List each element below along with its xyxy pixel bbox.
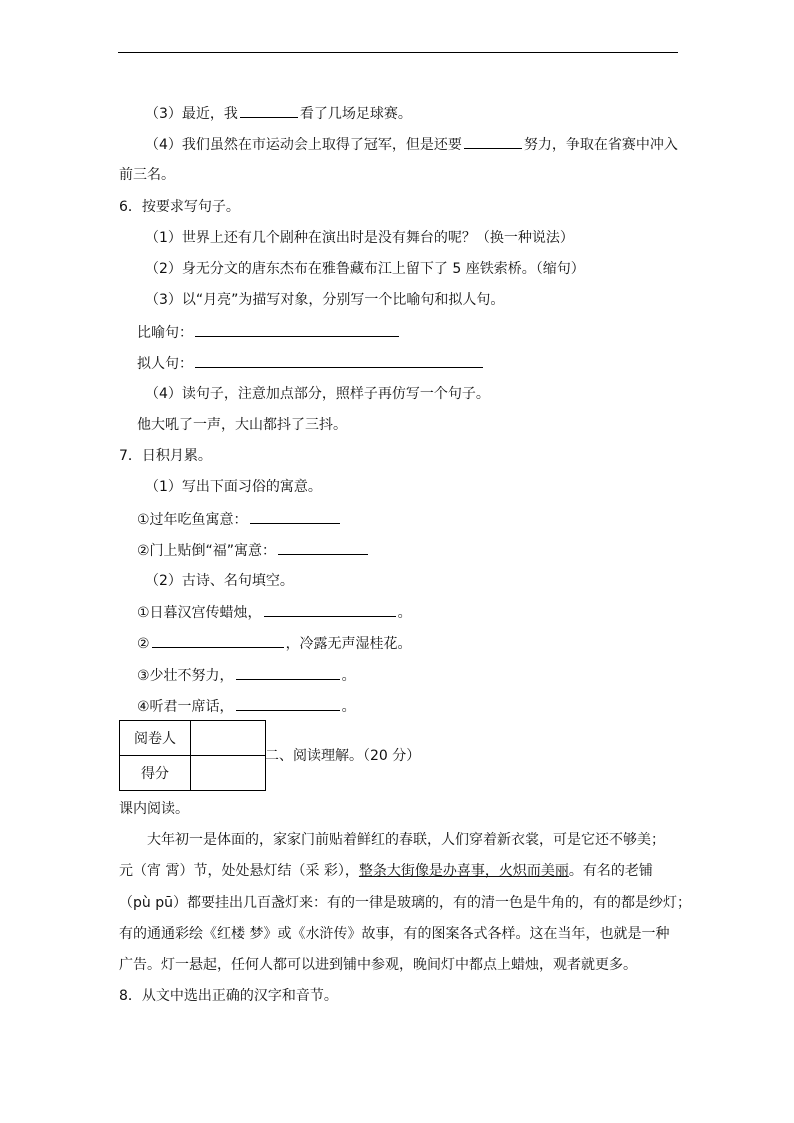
q5-item3-text-post: 看了几场足球赛。 <box>299 106 412 122</box>
personify-label: 拟人句： <box>137 356 193 372</box>
poem-line-4 <box>137 696 356 717</box>
custom1-blank[interactable] <box>250 509 340 524</box>
personify-answer-blank[interactable] <box>195 353 483 368</box>
score-cell[interactable] <box>191 756 266 791</box>
simile-label: 比喻句： <box>137 325 193 341</box>
poem2-post: ，冷露无声湿桂花。 <box>285 636 412 652</box>
q6-title: 6．按要求写句子。 <box>119 199 240 215</box>
score-table <box>119 720 266 791</box>
q7-sub1: （1）写出下面习俗的寓意。 <box>145 479 322 495</box>
q7-custom1 <box>137 509 342 530</box>
passage-line-3: （pù pū）都要挂出几百盏灯来：有的一律是玻璃的，有的清一色是牛角的，有的都是纱灯； <box>119 895 691 911</box>
poem2-blank[interactable] <box>152 633 284 648</box>
q6-personify-row <box>137 353 485 374</box>
q6-simile-row <box>137 322 401 343</box>
q5-item4-text-pre: （4）我们虽然在市运动会上取得了冠军，但是还要 <box>145 137 462 153</box>
q5-item3-blank[interactable] <box>240 103 298 118</box>
q7-sub2: （2）古诗、名句填空。 <box>145 573 294 589</box>
q6-item1: （1）世界上还有几个剧种在演出时是没有舞台的呢？（换一种说法） <box>145 230 574 246</box>
passage-line-5: 广告。灯一悬起，任何人都可以进到铺中参观，晚间灯中都点上蜡烛，观者就更多。 <box>119 957 637 973</box>
poem4-blank[interactable] <box>236 696 340 711</box>
score-label: 得分 <box>120 756 191 791</box>
poem3-post: 。 <box>341 668 356 684</box>
poem-line-1 <box>137 602 412 623</box>
poem2-pre: ② <box>137 636 150 652</box>
underlined-phrase: 整条大街像是办喜事，火炽而美丽 <box>358 863 569 879</box>
header-rule <box>118 52 678 53</box>
reviewer-cell[interactable] <box>191 721 266 756</box>
passage-line-2 <box>119 861 653 881</box>
poem-line-2 <box>137 633 412 654</box>
section2-subtitle: 课内阅读。 <box>119 801 189 817</box>
q5-item4-continuation: 前三名。 <box>119 167 175 183</box>
q6-example-sentence: 他大吼了一声，大山都抖了三抖。 <box>137 417 347 433</box>
q6-item4: （4）读句子，注意加点部分，照样子再仿写一个句子。 <box>145 386 490 402</box>
passage-line-2-a: 元（宵 霄）节，处处悬灯结（采 彩）， <box>119 863 359 879</box>
q7-title: 7．日积月累。 <box>119 448 212 464</box>
q5-item3-text-pre: （3）最近，我 <box>145 106 238 122</box>
poem3-pre: ③少壮不努力， <box>137 668 234 684</box>
poem-line-3 <box>137 665 356 686</box>
q7-custom2 <box>137 540 370 561</box>
score-table-row <box>120 756 266 791</box>
poem4-pre: ④听君一席话， <box>137 699 234 715</box>
q5-item4-text-post: 努力，争取在省赛中冲入 <box>523 137 678 153</box>
passage-line-2-c: 。有名的老铺 <box>568 863 653 879</box>
passage-line-1: 大年初一是体面的，家家门前贴着鲜红的春联，人们穿着新衣裳，可是它还不够美； <box>147 832 665 848</box>
q5-item4 <box>145 134 678 155</box>
poem4-post: 。 <box>341 699 356 715</box>
section2-title: 二、阅读理解。（20 分） <box>265 748 421 764</box>
score-table-row <box>120 721 266 756</box>
custom1-label: ①过年吃鱼寓意： <box>137 512 248 528</box>
q6-item3: （3）以“月亮”为描写对象，分别写一个比喻句和拟人句。 <box>145 292 505 308</box>
poem1-blank[interactable] <box>264 602 396 617</box>
q8-title: 8．从文中选出正确的汉字和音节。 <box>119 988 338 1004</box>
poem1-pre: ①日暮汉宫传蜡烛， <box>137 605 262 621</box>
simile-answer-blank[interactable] <box>195 322 399 337</box>
poem1-post: 。 <box>397 605 412 621</box>
passage-line-4: 有的通通彩绘《红楼 梦》或《水浒传》故事，有的图案各式各样。这在当年，也就是一种 <box>119 926 670 942</box>
custom2-label: ②门上贴倒“福”寓意： <box>137 543 277 559</box>
custom2-blank[interactable] <box>278 540 368 555</box>
poem3-blank[interactable] <box>236 665 340 680</box>
reviewer-label: 阅卷人 <box>120 721 191 756</box>
q5-item3 <box>145 103 412 124</box>
q6-item2: （2）身无分文的唐东杰布在雅鲁藏布江上留下了 5 座铁索桥。（缩句） <box>145 261 585 277</box>
q5-item4-blank[interactable] <box>464 134 522 149</box>
